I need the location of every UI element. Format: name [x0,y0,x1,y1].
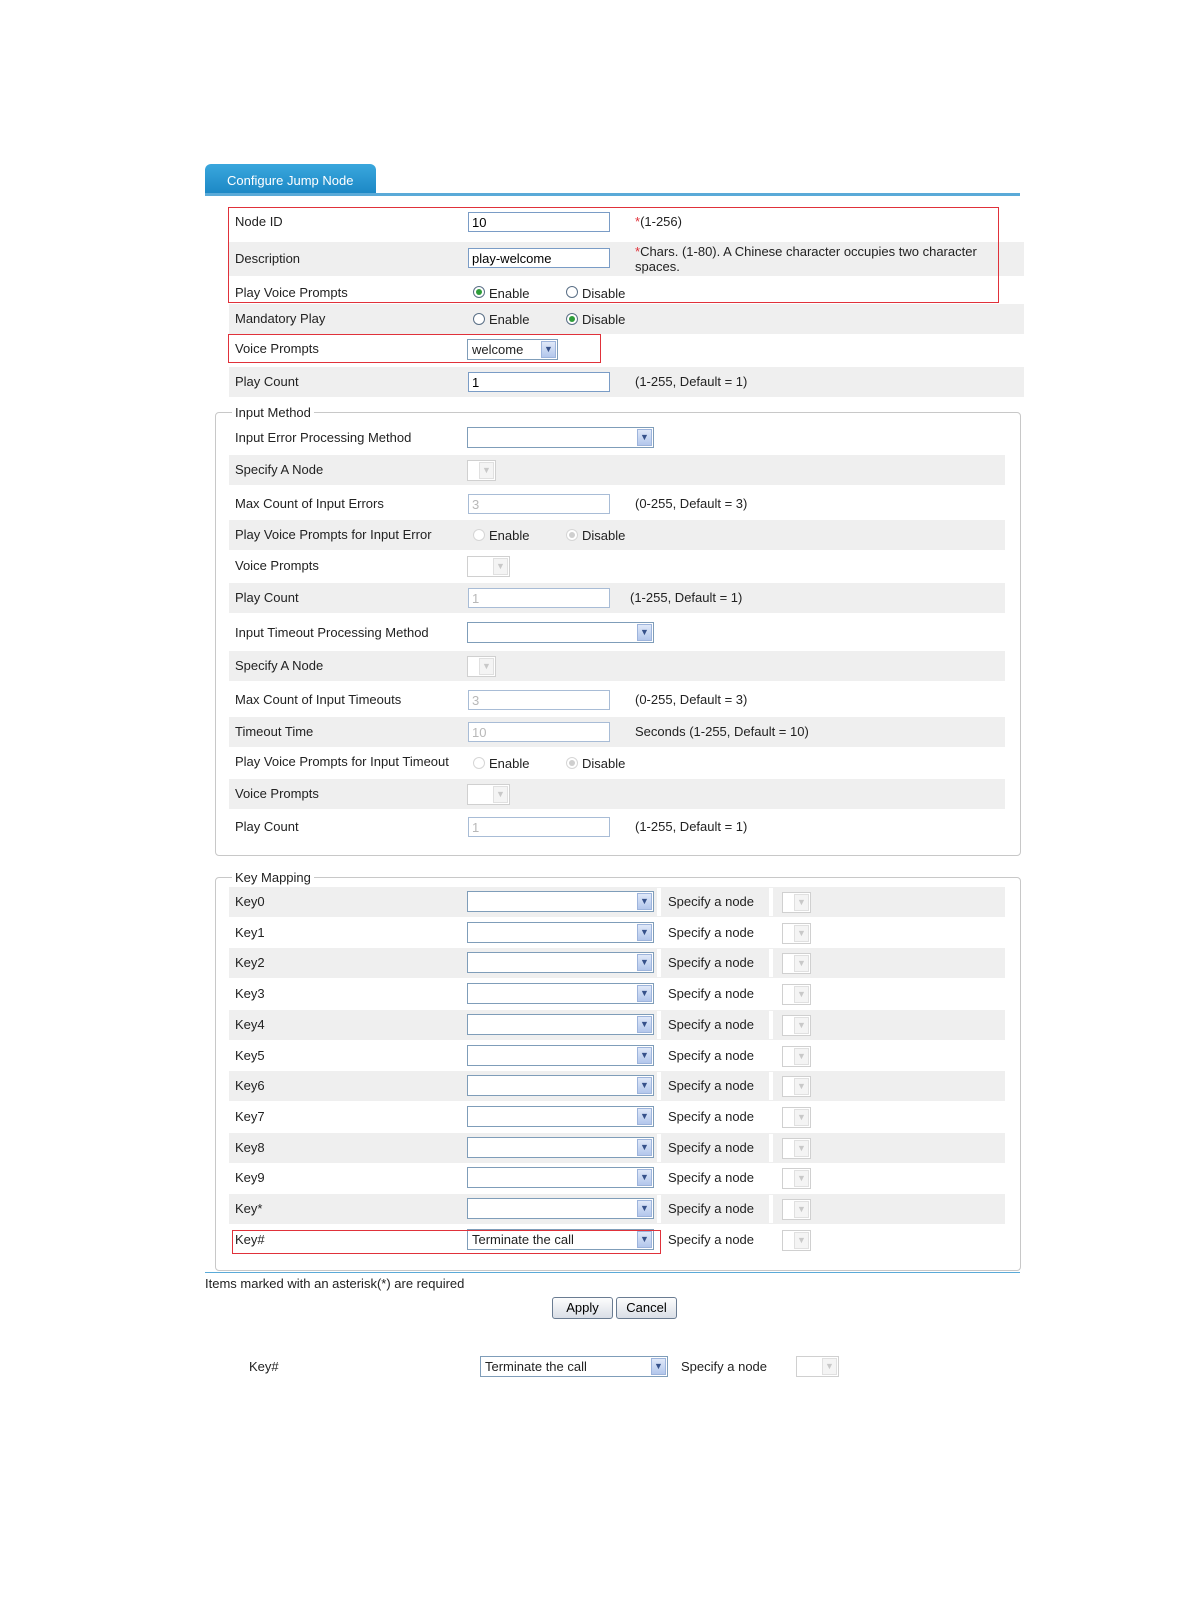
key-label: Key4 [235,1017,265,1032]
key-action-select[interactable] [467,1167,654,1188]
specify-node-select[interactable] [782,892,811,913]
specify-node-label: Specify a node [668,1017,755,1032]
chevron-down-icon: ▼ [794,1017,809,1034]
voice-prompts-1-label: Voice Prompts [235,558,319,573]
key-row [229,887,1005,917]
play-timeout-enable-label: Enable [489,756,530,771]
key-row [229,1194,1005,1224]
specify-node-select[interactable] [782,923,811,944]
specify-node-label: Specify a node [668,1170,755,1185]
max-errors-label: Max Count of Input Errors [235,496,384,511]
chevron-down-icon: ▼ [794,1048,809,1065]
cell-gap [769,1164,773,1192]
specify-node-select[interactable] [782,1168,811,1189]
cell-gap [769,980,773,1008]
key-action-value: Terminate the call [472,1232,574,1247]
max-timeouts-input[interactable] [468,690,610,710]
mandatory-play-label: Mandatory Play [235,311,326,326]
specify-node-label: Specify a node [668,1140,755,1155]
play-error-disable-label: Disable [582,528,626,543]
cancel-button[interactable]: Cancel [616,1297,677,1319]
max-timeouts-label: Max Count of Input Timeouts [235,692,402,707]
specify-node-2-label: Specify A Node [235,658,324,673]
mandatory-play-disable-label: Disable [582,312,626,327]
voice-prompts-2-select[interactable] [467,784,510,805]
chevron-down-icon: ▼ [637,1077,652,1094]
specify-node-label: Specify a node [668,1109,755,1124]
max-errors-input[interactable] [468,494,610,514]
input-method-legend: Input Method [232,405,314,421]
cell-gap [657,1042,661,1070]
description-hint: *Chars. (1-80). A Chinese character occupies two character spaces. [635,244,977,274]
cell-gap [657,1072,661,1100]
play-error-row [229,520,1005,550]
key-action-select[interactable] [467,952,654,973]
zoom-specify-node-select[interactable] [796,1356,839,1377]
play-count-2-row [229,812,1005,842]
specify-node-select[interactable] [782,1199,811,1220]
key-label: Key3 [235,986,265,1001]
specify-node-label: Specify a node [668,894,755,909]
key-label: Key2 [235,955,265,970]
specify-node-select[interactable] [782,984,811,1005]
chevron-down-icon: ▼ [794,925,809,942]
specify-node-2-select[interactable] [467,656,496,677]
play-timeout-row [229,747,1005,777]
play-voice-prompts-label: Play Voice Prompts [235,285,348,300]
chevron-down-icon: ▼ [479,462,494,479]
key-label: Key8 [235,1140,265,1155]
play-count-input[interactable] [468,372,610,392]
specify-node-1-select[interactable] [467,460,496,481]
play-count-2-input[interactable] [468,817,610,837]
key-label: Key0 [235,894,265,909]
node-id-label: Node ID [235,214,283,229]
chevron-down-icon: ▼ [493,786,508,803]
key-action-select[interactable] [467,922,654,943]
play-voice-prompts-enable-label: Enable [489,286,530,301]
chevron-down-icon: ▼ [541,341,556,358]
play-error-enable-radio[interactable] [473,529,485,541]
chevron-down-icon: ▼ [493,558,508,575]
cell-gap [769,1042,773,1070]
specify-node-1-row [229,455,1005,485]
max-errors-hint: (0-255, Default = 3) [635,496,748,511]
play-count-1-input[interactable] [468,588,610,608]
chevron-down-icon: ▼ [794,1109,809,1126]
key-label: Key9 [235,1170,265,1185]
key-action-select[interactable] [467,891,654,912]
key-label: Key7 [235,1109,265,1124]
voice-prompts-2-label: Voice Prompts [235,786,319,801]
tab-underline [205,193,1020,196]
description-label: Description [235,251,301,266]
cell-gap [769,888,773,916]
max-errors-row [229,489,1005,519]
zoom-specify-node-label: Specify a node [681,1359,768,1374]
key-action-select[interactable] [467,1014,654,1035]
highlight-box-key-hash [232,1230,661,1254]
tab-configure-jump-node[interactable]: Configure Jump Node [205,164,376,195]
voice-prompts-label: Voice Prompts [235,341,319,356]
chevron-down-icon: ▼ [637,924,652,941]
node-id-hint: *(1-256) [635,214,682,229]
timeout-method-select[interactable] [467,622,654,643]
key-action-select[interactable] [467,1137,654,1158]
cell-gap [657,1103,661,1131]
cell-gap [657,1134,661,1162]
cell-gap [769,949,773,977]
key-mapping-legend: Key Mapping [232,870,314,886]
specify-node-select[interactable] [782,1046,811,1067]
key-label: Key* [235,1201,263,1216]
chevron-down-icon: ▼ [637,1231,652,1248]
mandatory-play-enable-radio[interactable] [473,313,485,325]
play-timeout-disable-label: Disable [582,756,626,771]
key-row [229,1071,1005,1101]
timeout-time-input[interactable] [468,722,610,742]
timeout-time-hint: Seconds (1-255, Default = 10) [635,724,809,739]
chevron-down-icon: ▼ [794,894,809,911]
specify-node-select[interactable] [782,1076,811,1097]
play-count-label: Play Count [235,374,299,389]
chevron-down-icon: ▼ [637,954,652,971]
cell-gap [657,980,661,1008]
cell-gap [769,1226,773,1254]
highlight-box-voice-prompts [228,334,601,363]
play-count-row [229,367,1024,397]
chevron-down-icon: ▼ [637,1108,652,1125]
mandatory-play-row [229,304,1024,334]
play-count-2-hint: (1-255, Default = 1) [635,819,748,834]
timeout-method-label: Input Timeout Processing Method [235,625,429,640]
timeout-method-row [229,618,1005,648]
cell-gap [769,1011,773,1039]
key-row [229,1163,1005,1193]
play-error-label: Play Voice Prompts for Input Error [235,527,432,542]
play-count-1-hint: (1-255, Default = 1) [630,590,743,605]
key-row [229,918,1005,948]
chevron-down-icon: ▼ [794,1201,809,1218]
apply-button[interactable]: Apply [552,1297,613,1319]
voice-prompts-2-row [229,779,1005,809]
cell-gap [657,949,661,977]
voice-prompts-1-select[interactable] [467,556,510,577]
cell-gap [769,919,773,947]
chevron-down-icon: ▼ [651,1358,666,1375]
specify-node-select[interactable] [782,953,811,974]
mandatory-play-disable-radio[interactable] [566,313,578,325]
chevron-down-icon: ▼ [637,1200,652,1217]
chevron-down-icon: ▼ [637,624,652,641]
key-row [229,979,1005,1009]
specify-node-label: Specify a node [668,1078,755,1093]
input-error-method-select[interactable] [467,427,654,448]
specify-node-1-label: Specify A Node [235,462,324,477]
chevron-down-icon: ▼ [637,1139,652,1156]
cell-gap [657,1011,661,1039]
play-timeout-disable-radio[interactable] [566,757,578,769]
cell-gap [769,1103,773,1131]
cell-gap [657,1195,661,1223]
specify-node-select[interactable] [782,1138,811,1159]
chevron-down-icon: ▼ [794,1140,809,1157]
chevron-down-icon: ▼ [794,955,809,972]
chevron-down-icon: ▼ [794,1078,809,1095]
cell-gap [657,919,661,947]
specify-node-label: Specify a node [668,925,755,940]
play-count-2-label: Play Count [235,819,299,834]
play-error-disable-radio[interactable] [566,529,578,541]
key-action-select[interactable] [467,983,654,1004]
voice-prompts-1-row [229,551,1005,581]
chevron-down-icon: ▼ [479,658,494,675]
specify-node-select[interactable] [782,1107,811,1128]
max-timeouts-row [229,685,1005,715]
play-timeout-enable-radio[interactable] [473,757,485,769]
key-action-select[interactable] [467,1075,654,1096]
play-count-hint: (1-255, Default = 1) [635,374,748,389]
play-voice-prompts-disable-label: Disable [582,286,626,301]
cell-gap [769,1072,773,1100]
key-action-select[interactable] [467,1198,654,1219]
key-label: Key1 [235,925,265,940]
zoom-key-hash-row [243,1352,863,1382]
key-action-select[interactable] [467,1106,654,1127]
chevron-down-icon: ▼ [822,1358,837,1375]
chevron-down-icon: ▼ [637,985,652,1002]
chevron-down-icon: ▼ [794,1170,809,1187]
cell-gap [769,1195,773,1223]
timeout-time-label: Timeout Time [235,724,314,739]
specify-node-label: Specify a node [668,1048,755,1063]
footer-divider [205,1272,1020,1273]
chevron-down-icon: ▼ [637,1016,652,1033]
max-timeouts-hint: (0-255, Default = 3) [635,692,748,707]
specify-node-label: Specify a node [668,1232,755,1247]
chevron-down-icon: ▼ [637,1047,652,1064]
timeout-time-row [229,717,1005,747]
play-count-1-row [229,583,1005,613]
specify-node-2-row [229,651,1005,681]
chevron-down-icon: ▼ [637,1169,652,1186]
key-row [229,948,1005,978]
cell-gap [657,1164,661,1192]
specify-node-label: Specify a node [668,1201,755,1216]
chevron-down-icon: ▼ [637,429,652,446]
cell-gap [769,1134,773,1162]
key-row [229,1133,1005,1163]
key-label: Key5 [235,1048,265,1063]
specify-node-label: Specify a node [668,986,755,1001]
input-error-method-label: Input Error Processing Method [235,430,412,445]
play-count-1-label: Play Count [235,590,299,605]
play-timeout-label: Play Voice Prompts for Input Timeout [235,754,449,769]
key-label: Key6 [235,1078,265,1093]
required-note: Items marked with an asterisk(*) are required [205,1276,465,1291]
mandatory-play-enable-label: Enable [489,312,530,327]
chevron-down-icon: ▼ [794,1232,809,1249]
specify-node-select[interactable] [782,1015,811,1036]
cell-gap [657,888,661,916]
zoom-key-hash-label: Key# [249,1359,279,1374]
specify-node-label: Specify a node [668,955,755,970]
specify-node-select[interactable] [782,1230,811,1251]
highlight-box-basic [228,207,999,303]
key-row [229,1010,1005,1040]
play-error-enable-label: Enable [489,528,530,543]
key-label: Key# [235,1232,265,1247]
input-error-method-row [229,423,1005,453]
chevron-down-icon: ▼ [637,893,652,910]
voice-prompts-value: welcome [472,342,524,357]
key-row [229,1041,1005,1071]
zoom-key-hash-select[interactable]: Terminate the call ▼ [480,1356,668,1377]
chevron-down-icon: ▼ [794,986,809,1003]
key-row [229,1102,1005,1132]
key-action-select[interactable] [467,1045,654,1066]
